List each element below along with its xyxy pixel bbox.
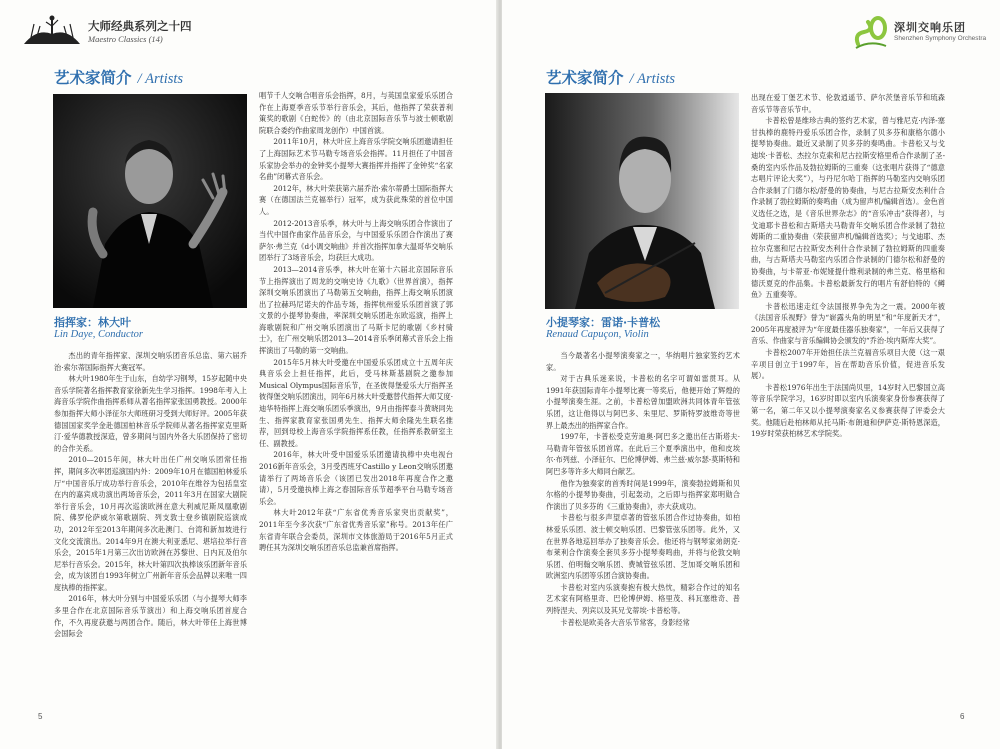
- series-title: 大师经典系列之十四: [88, 19, 192, 33]
- section-title-en: / Artists: [629, 71, 676, 87]
- paragraph: 2013—2014音乐季，林大叶在第十六届北京国际音乐节上指挥演出了周龙的交响史诗《九歌》（世界首演），指挥深圳交响乐团演出了马勒第五交响曲，指挥上海交响乐团演出了拉赫玛尼诺夫的作品专场，指挥杭州爱乐乐团首演了郭文景的小提琴协奏曲，率深圳交响乐团赴东欧巡演，指挥上海歌剧院和广州交响乐团演出了马斯卡尼的歌剧《乡村骑士》，在广州交响乐团2013—2014音乐季闭幕式音乐会上指挥演出了马勒的第一交响曲。: [259, 264, 453, 356]
- paragraph: 卡普松2007年开始担任法兰克福音乐项目大使（这一艰辛项目创立于1997年，旨在帮助音乐价值，促进音乐发展）。: [751, 348, 945, 381]
- paragraph: 林大叶1980年生于山东，自幼学习钢琴，15岁起随中央音乐学院著名指挥教育家徐新先生学习指挥。1998年考入上海音乐学院作曲指挥系师从著名指挥家张国勇教授。2000年参加指挥大师小泽征尔大师班研习受到大师好评。2005年获德国国家奖学金赴德国柏林音乐学院师从著名指挥家克里斯汀·爱华德教授深造，曾多期间与国内外各大乐团保持了密切的合作关系。: [54, 374, 247, 453]
- violinist-caption-zh: 小提琴家：雷诺·卡普松: [546, 316, 661, 329]
- left-page: [0, 0, 498, 749]
- section-title: [546, 66, 675, 88]
- paragraph: 2012-2013音乐季，林大叶与上海交响乐团合作演出了当代中国作曲家作品音乐会，与中国爱乐乐团合作演出了赛萨尔·弗兰克《d小调交响曲》并首次指挥加拿大温哥华交响乐团举行了3场音乐会，均获巨大成功。: [259, 218, 453, 263]
- paragraph: 卡普松对室内乐演奏抱有极大热忱，精彩合作过的知名艺术家有阿格里奇、巴伦博伊姆、格里茂、科瓦塞维奇、普列特涅夫、列宾以及其兄戈蒂埃·卡普松等。: [546, 582, 740, 616]
- page-number: 6: [960, 712, 965, 721]
- paragraph: 出现在爱丁堡艺术节、伦敦逍遥节、萨尔茨堡音乐节和琉森音乐节等音乐节中。: [751, 93, 945, 114]
- paragraph: 卡普松与很多声望卓著的管弦乐团合作过协奏曲，如柏林爱乐乐团、波士顿交响乐团、巴黎管弦乐团等。此外，又在世界各地巡回举办了独奏音乐会。他还将与钢琴家弟朗克·布莱利合作演奏全套贝多芬小提琴奏鸣曲，并将与伦敦交响乐团、伯明翰交响乐团、费城管弦乐团、芝加哥交响乐团和欧洲室内乐团等乐团合演协奏曲。: [546, 513, 740, 581]
- paragraph: 2010—2015年间，林大叶出任广州交响乐团常任指挥，期间多次率团巡演国内外：2009年10月在德国柏林爱乐厅“中国音乐厅成功举行音乐会，2010年在维谷为包括皇室在内的嘉宾成功演出两场音乐会，2011年3月在国家大剧院举行音乐会，10月再次巡演欧洲在意大利威尼斯凤凰歌剧院、佛罗伦萨威尔第歌剧院、列支敦士登乡镇剧院巡演成功，2012年至2013年期间多次赴澳门、台湾和新加坡进行文化交流演出。2014年9月在澳大利亚悉尼、堪培拉举行音乐会，2015年1月第三次出访欧洲在苏黎世、日内瓦及伯尔尼举行音乐会。2015年，林大叶第四次执棒该乐团新年音乐会，成为该团自1993年树立广州新年音乐会品牌以来唯一四度执棒的指挥家。: [54, 455, 247, 592]
- paragraph: 当今最著名小提琴演奏家之一，华纳唱片独家签约艺术家。: [546, 351, 740, 372]
- section-title-zh: 艺术家简介: [54, 69, 132, 87]
- left-column-a: [54, 350, 247, 706]
- paragraph: 2011年10月，林大叶应上海音乐学院交响乐团邀请担任了上海国际艺术节马勒专场音乐会指挥。11月担任了中国音乐家协会举办的金钟奖小提琴大赛指挥并指挥了金钟奖“名家名曲”闭幕式音乐会。: [259, 137, 453, 182]
- paragraph: 卡普松是欧美各大音乐节常客，身影经常: [560, 617, 690, 627]
- page-number: 5: [38, 712, 43, 721]
- paragraph: 对于古典乐迷来说，卡普松的名字可谓如雷贯耳。从1991年获国际青年小提琴比赛一等奖后，他便开始了辉煌的小提琴演奏生涯。之前，卡普松曾加盟欧洲共同体青年管弦乐团，这让他得以与阿巴多、朱里尼、罗斯特罗波维奇等世界上最杰出的指挥家合作。: [546, 374, 740, 430]
- left-column-b: [259, 90, 453, 708]
- conductor-photo: [53, 94, 247, 308]
- section-title-zh: 艺术家简介: [546, 69, 624, 87]
- orchestra-name-en: Shenzhen Symphony Orchestra: [894, 35, 987, 42]
- paragraph: 唱节千人交响合唱音乐会指挥，8月，与英国皇家爱乐乐团合作在上海夏季音乐节举行音乐会，其后，他指挥了荣获普利策奖的歌剧《白蛇传》的（由北京国际音乐节与波士顿歌剧院联合委约作曲家周龙创作）中国首演。: [259, 91, 453, 135]
- conductor-caption-en: Lin Daye, Conductor: [54, 329, 143, 340]
- ssso-logo-icon: [852, 14, 890, 52]
- paragraph: 卡普松迅速走红令法国报界争先为之一震。2000年被《法国音乐视野》誉为“崭露头角的明星”和“年度新天才”，2005年再度被评为“年度最佳器乐独奏家”，一年后又获得了音乐、作曲家与音乐编辑协会颁发的“乔治·埃内斯库大奖”。: [751, 301, 945, 346]
- right-column-b: [751, 92, 945, 532]
- orchestra-silhouette-logo: [22, 14, 82, 50]
- series-subtitle: Maestro Classics (14): [88, 34, 163, 44]
- section-title-en: / Artists: [137, 71, 184, 87]
- paragraph: 卡普松曾是维珍古典的签约艺术家，曾与雅尼克·内泽-塞甘执棒的鹿特丹爱乐乐团合作，录制了贝多芬和康格尔德小提琴协奏曲。最近又录制了贝多芬的奏鸣曲。卡普松又与戈迪埃·卡普松、杰拉尔克索和尼古拉斯安格里希合作录制了圣-桑的室内乐作品及勃拉姆斯的三重奏（这张唱片获得了“德意志唱片评论大奖”），与丹尼尔哈丁指挥的马勒室内交响乐团合作录制了门德尔松/舒曼的协奏曲，与尼古拉斯安杰利什合作录制了勃拉姆斯的奏鸣曲（成为留声机/编辑首选）。金色首义选任之选，是《音乐世界杂志》的“音乐冲击”获得者），与戈迪耶卡普松和古斯塔夫马勒青年交响乐团合作录制了勃拉姆斯的二重协奏曲（荣获留声机/编辑首选奖）；与戈迪耶、杰拉尔克塞和尼古拉斯安杰利什合作录制了勃拉姆斯的四重奏曲，与古斯塔夫马勒室内乐团合作录制的门德尔松和舒曼的协奏曲，与卡蒂亚·布妮娅提什维利录制的弗兰克、格里格和德沃夏克的作品集。卡普松最新发行的唱片有舒伯特的《鳟鱼》五重奏等。: [751, 116, 945, 300]
- right-column-a: [546, 350, 740, 706]
- paragraph: 2016年，林大叶受中国爱乐乐团邀请执棒中央电视台2016新年音乐会，3月受西班牙Castillo y Leon交响乐团邀请举行了两场音乐会（该团已发出2018年再度合作之邀请），5月受邀执棒上海之春国际音乐节超季平台马勒专场音乐会。: [259, 450, 453, 506]
- paragraph: 2015年5月林大叶受邀在中国爱乐乐团成立十五周年庆典音乐会上担任指挥，此后，受马林斯基剧院之邀参加Musical Olympus国际音乐节，在圣彼得堡爱乐大厅指挥圣彼得堡交响乐团演出，同年6月林大叶受邀替代指挥大师艾度·迪华特指挥上海交响乐团乐季演出，9月由指挥泰斗黄晓同先生、指挥家教育家张国勇先生、指挥大师余隆先生联名推荐，回到母校上海音乐学院指挥系任教，任指挥系教研室主任、副教授。: [259, 357, 453, 448]
- section-title: [54, 66, 183, 88]
- paragraph: 2012年，林大叶荣获第六届乔治·索尔蒂爵士国际指挥大赛（在德国法兰克福举行）冠军，成为获此殊荣的首位中国人。: [259, 183, 453, 216]
- paragraph: 卡普松1976年出生于法国尚贝里，14岁时入巴黎国立高等音乐学院学习，16岁时即以室内乐演奏家身份参赛获得了第一名，第二年又以小提琴演奏家名义参赛获得了评委会大奖。他随后赴柏林师从托马斯·布朗迪和伊萨克·斯特恩深造，19岁时荣获柏林艺术学院奖。: [751, 382, 945, 439]
- paragraph: 2016年，林大叶分别与中国爱乐乐团（与小提琴大师李多里合作在北京国际音乐节演出）和上海交响乐团首度合作，不久再度获邀与两团合作。随后，林大叶带任上海世博会国际会: [54, 594, 247, 639]
- orchestra-name: 深圳交响乐团: [894, 21, 966, 34]
- paragraph: 他作为独奏家的首秀时间是1999年，演奏勃拉姆斯和贝尔格的小提琴协奏曲，引起轰动，之后即与指挥家郑明勋合作演出了贝多芬的《三重协奏曲》，亦大获成功。: [546, 478, 740, 511]
- paragraph: 1997年，卡普松受克劳迪奥·阿巴多之邀出任古斯塔夫·马勒青年管弦乐团首席。在此后三个夏季演出中，他和皮埃尔·布列兹、小泽征尔、巴伦博伊姆、弗兰兹·威尔瑟-莫斯特和阿巴多等许多大师同台献艺。: [546, 432, 740, 476]
- right-page: [502, 0, 1000, 749]
- paragraph: 杰出的青年指挥家、深圳交响乐团音乐总监、第六届乔治·索尔蒂国际指挥大赛冠军。: [54, 351, 247, 372]
- conductor-caption-zh: 指挥家：林大叶: [54, 316, 131, 329]
- paragraph: 林大叶2012年获“广东省优秀音乐家突出贡献奖”，2011年至今多次获“广东省优秀音乐家”称号。2013年任广东省青年联合会委员，深圳市文体旅游局于2016年5月正式聘任其为深圳交响乐团音乐总监兼首席指挥。: [259, 508, 453, 553]
- violinist-photo: [545, 93, 739, 309]
- violinist-caption-en: Renaud Capuçon, Violin: [546, 329, 649, 340]
